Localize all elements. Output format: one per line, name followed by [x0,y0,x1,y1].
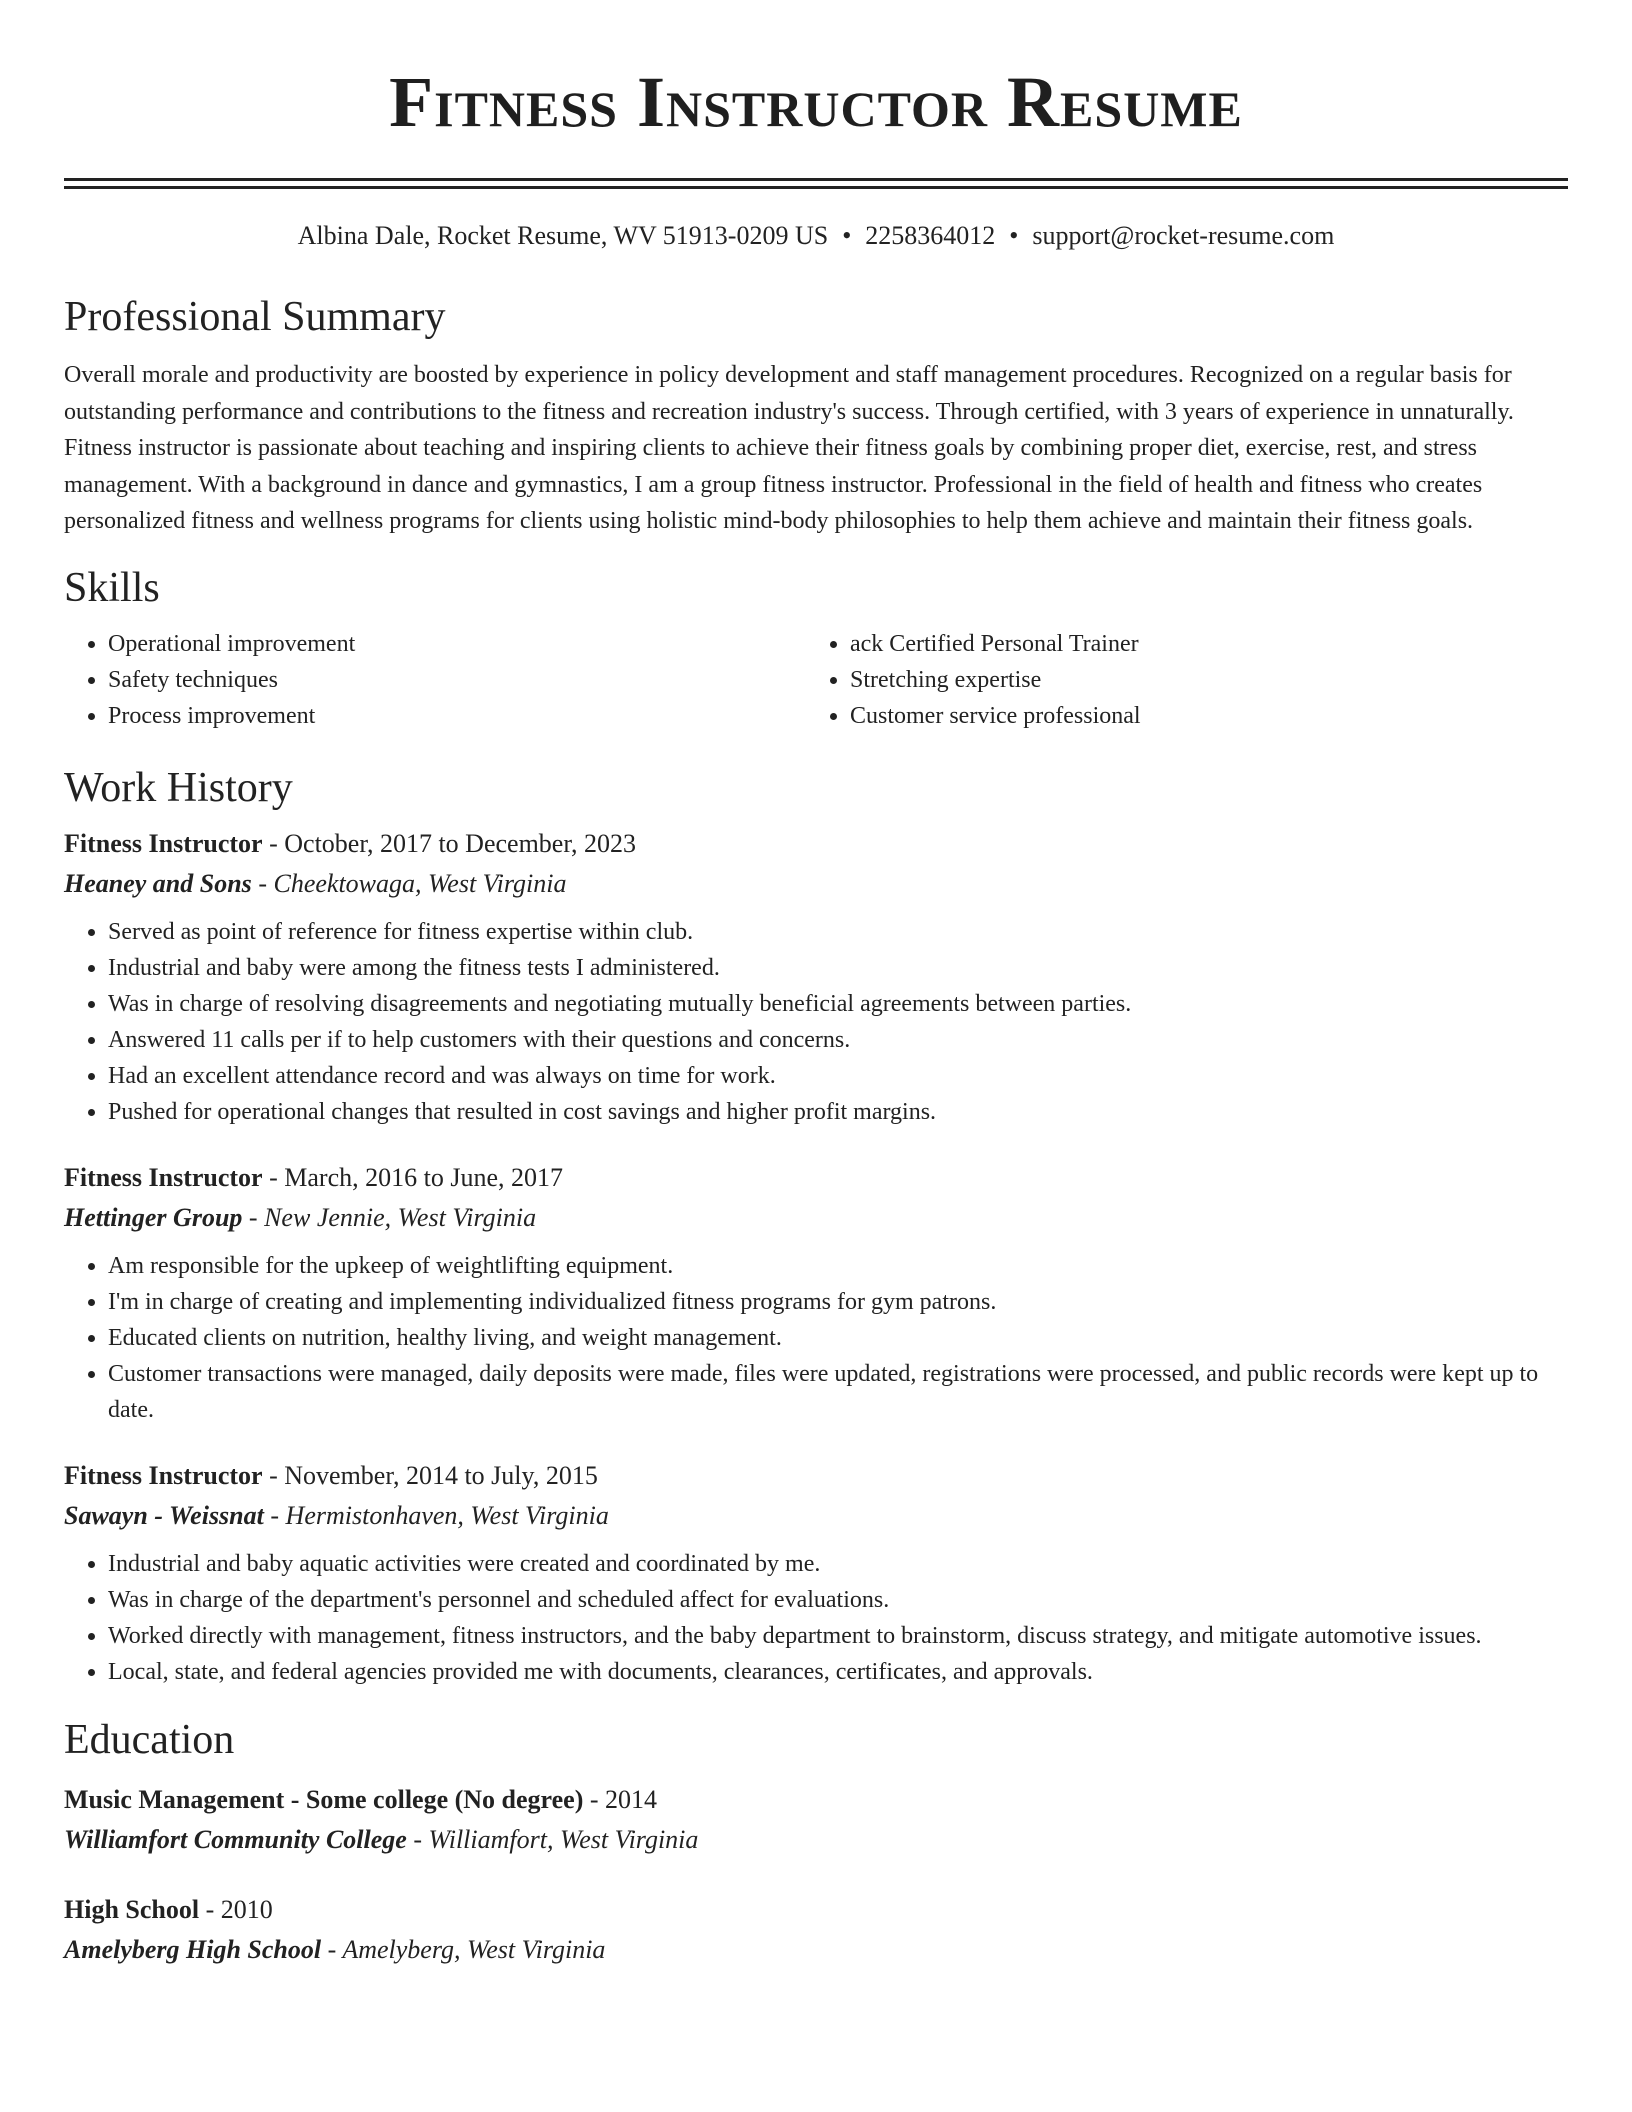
job-company-line: Sawayn - Weissnat - Hermistonhaven, West Virginia [64,1500,609,1530]
skill-item: • Process improvement [108,698,806,734]
education-school: Williamfort Community College [64,1824,407,1854]
education-degree: Music Management - Some college (No degree) [64,1784,584,1814]
job-company: Heaney and Sons [64,868,252,898]
skills-list [64,626,1568,734]
contact-separator: • [842,221,852,250]
skill-item: • Operational improvement [108,626,806,662]
work-history-heading: Work History [64,764,293,811]
job-entry [64,824,1568,1130]
skill-item: • Customer service professional [850,698,1548,734]
education-school-line: Williamfort Community College - Williamfort, West Virginia [64,1824,699,1854]
education-location: Amelyberg, West Virginia [342,1934,606,1964]
job-company-line: Hettinger Group - New Jennie, West Virginia [64,1202,537,1232]
job-company: Hettinger Group [64,1202,243,1232]
education-entry [64,1780,1568,1860]
skill-item: • Stretching expertise [850,662,1548,698]
skill-item: • Safety techniques [108,662,806,698]
education-degree-line: High School - 2010 [64,1894,273,1924]
education-degree: High School [64,1894,200,1924]
list-item: • Industrial and baby were among the fitness tests I administered. [108,950,1568,986]
job-dates: March, 2016 to June, 2017 [284,1162,564,1192]
list-item: • Customer transactions were managed, daily deposits were made, files were updated, registrations were processed, and public records were kept up to date. [108,1356,1568,1428]
contact-separator: • [1009,221,1019,250]
list-item: • Was in charge of resolving disagreements and negotiating mutually beneficial agreements between parties. [108,986,1568,1022]
education-school-line: Amelyberg High School - Amelyberg, West Virginia [64,1934,606,1964]
page-title: Fitness Instructor Resume [389,62,1243,142]
job-title-line: Fitness Instructor - November, 2014 to July, 2015 [64,1460,598,1490]
job-entry [64,1456,1568,1690]
summary-heading: Professional Summary [64,294,446,340]
job-duties [64,1546,1568,1690]
job-dates: November, 2014 to July, 2015 [284,1460,598,1490]
contact-email: support@rocket-resume.com [1032,221,1335,250]
job-title-line: Fitness Instructor - March, 2016 to June, 2017 [64,1162,564,1192]
list-item: • Am responsible for the upkeep of weightlifting equipment. [108,1248,1568,1284]
list-item: • Pushed for operational changes that resulted in cost savings and higher profit margins. [108,1094,1568,1130]
contact-line [64,219,1568,253]
job-dates: October, 2017 to December, 2023 [284,828,636,858]
job-location: Cheektowaga, West Virginia [273,868,567,898]
skill-item: • ack Certified Personal Trainer [850,626,1548,662]
job-company: Sawayn - Weissnat [64,1500,264,1530]
title-divider [64,178,1568,189]
job-location: New Jennie, West Virginia [264,1202,537,1232]
job-title-line: Fitness Instructor - October, 2017 to December, 2023 [64,828,636,858]
job-duties [64,914,1568,1130]
job-entry [64,1158,1568,1428]
education-location: Williamfort, West Virginia [428,1824,699,1854]
list-item: • Served as point of reference for fitness expertise within club. [108,914,1568,950]
education-year: 2014 [605,1784,658,1814]
list-item: • Local, state, and federal agencies provided me with documents, clearances, certificates, and approvals. [108,1654,1568,1690]
contact-phone: 2258364012 [865,221,996,250]
skills-column-left [64,626,806,734]
education-year: 2010 [220,1894,273,1924]
job-role: Fitness Instructor [64,828,263,858]
summary-text: Overall morale and productivity are boosted by experience in policy development and staff management procedures. Recognized on a regular basis for outstanding performance and contributions to the fitness and recreation industry's success. Through certified, with 3 years of experience in unnaturally. Fitness instructor is passionate about teaching and inspiring clients to achieve their fitness goals by combining proper diet, exercise, rest, and stress management. With a background in dance and gymnastics, I am a group fitness instructor. Professional in the field of health and fitness who creates personalized fitness and wellness programs for clients using holistic mind-body philosophies to help them achieve and maintain their fitness goals. [64,362,1514,534]
list-item: • Educated clients on nutrition, healthy living, and weight management. [108,1320,1568,1356]
list-item: • Had an excellent attendance record and was always on time for work. [108,1058,1568,1094]
education-heading: Education [64,1716,235,1763]
job-duties [64,1248,1568,1428]
job-company-line: Heaney and Sons - Cheektowaga, West Virginia [64,868,567,898]
list-item: • Was in charge of the department's personnel and scheduled affect for evaluations. [108,1582,1568,1618]
skills-column-right [806,626,1548,734]
job-role: Fitness Instructor [64,1460,263,1490]
contact-address: Albina Dale, Rocket Resume, WV 51913-0209 US [297,221,829,250]
list-item: • Industrial and baby aquatic activities were created and coordinated by me. [108,1546,1568,1582]
list-item: • I'm in charge of creating and implementing individualized fitness programs for gym patrons. [108,1284,1568,1320]
skills-heading: Skills [64,564,160,611]
job-location: Hermistonhaven, West Virginia [285,1500,609,1530]
education-degree-line: Music Management - Some college (No degree) - 2014 [64,1784,658,1814]
education-entry [64,1890,1568,1970]
job-role: Fitness Instructor [64,1162,263,1192]
list-item: • Answered 11 calls per if to help customers with their questions and concerns. [108,1022,1568,1058]
education-school: Amelyberg High School [64,1934,322,1964]
list-item: • Worked directly with management, fitness instructors, and the baby department to brainstorm, discuss strategy, and mitigate automotive issues. [108,1618,1568,1654]
